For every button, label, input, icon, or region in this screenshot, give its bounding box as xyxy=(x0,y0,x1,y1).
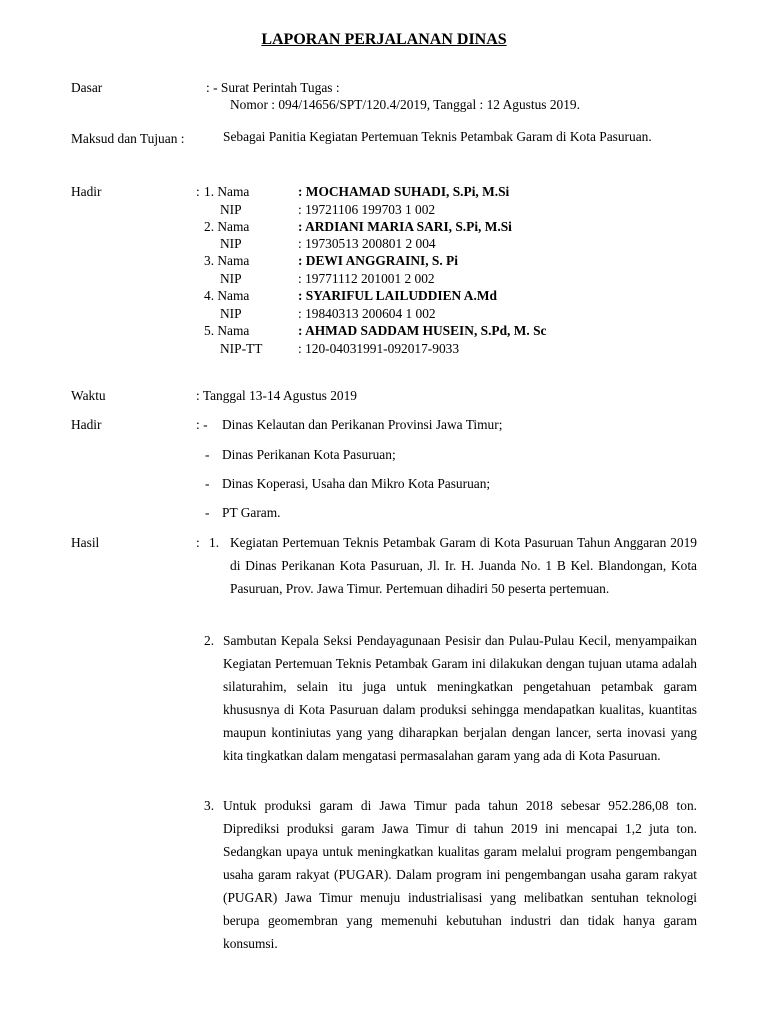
instansi-item-4: PT Garam. xyxy=(222,505,281,520)
maksud-label: Maksud dan Tujuan : xyxy=(71,131,185,146)
staff-nip-5: : 120-04031991-092017-9033 xyxy=(298,341,460,356)
hasil-label: Hasil xyxy=(71,535,100,550)
hasil-item-2: Sambutan Kepala Seksi Pendayagunaan Pesisir dan Pulau-Pulau Kecil, menyampaikan Kegiatan Pertemuan Teknis Petambak Garam ini dilakukan dengan tujuan utama adalah silaturahim, selain itu juga untuk meningkatkan pengetahuan petambak garam khususnya di Kota Pasuruan dalam produksi sehingga mendapatkan kualitas, kuantitas maupun kontiniutas yang yang diharapkan berjalan dengan lancer, serta inovasi yang kita tingkatkan dalam mengatasi permasalahan garam yang ada di Kota Pasuruan. xyxy=(223,633,697,763)
instansi-item-1: Dinas Kelautan dan Perikanan Provinsi Jawa Timur; xyxy=(222,417,503,432)
staff-nip-3: : 19771112 201001 2 002 xyxy=(298,271,435,286)
dasar-label: Dasar xyxy=(71,80,103,95)
hadir-staff-colon: : xyxy=(196,184,200,199)
staff-key-nip-2: NIP xyxy=(220,236,242,251)
staff-name-4: : SYARIFUL LAILUDDIEN A.Md xyxy=(298,288,497,303)
instansi-item-2: Dinas Perikanan Kota Pasuruan; xyxy=(222,447,396,462)
hasil-num-1: 1. xyxy=(209,535,220,550)
staff-key-niptt-5: NIP-TT xyxy=(220,341,263,356)
staff-key-3: 3. Nama xyxy=(204,253,250,268)
staff-nip-1: : 19721106 199703 1 002 xyxy=(298,202,436,217)
hadir-instansi-colon: : - xyxy=(196,417,208,432)
staff-name-1: : MOCHAMAD SUHADI, S.Pi, M.Si xyxy=(298,184,510,199)
staff-name-3: : DEWI ANGGRAINI, S. Pi xyxy=(298,253,458,268)
hasil-num-2: 2. xyxy=(204,633,215,648)
staff-key-2: 2. Nama xyxy=(204,219,250,234)
staff-key-5: 5. Nama xyxy=(204,323,250,338)
waktu-value: : Tanggal 13-14 Agustus 2019 xyxy=(196,388,357,403)
dasar-nomor: Nomor : 094/14656/SPT/120.4/2019, Tanggal : 12 Agustus 2019. xyxy=(230,97,580,112)
instansi-dash-2: - xyxy=(205,447,210,462)
staff-key-nip-3: NIP xyxy=(220,271,242,286)
dasar-surat: : - Surat Perintah Tugas : xyxy=(206,80,340,95)
maksud-text: Sebagai Panitia Kegiatan Pertemuan Teknis Petambak Garam di Kota Pasuruan. xyxy=(223,129,652,144)
instansi-dash-3: - xyxy=(205,476,210,491)
instansi-dash-4: - xyxy=(205,505,210,520)
staff-key-nip-1: NIP xyxy=(220,202,242,217)
staff-key-nip-4: NIP xyxy=(220,306,242,321)
waktu-label: Waktu xyxy=(71,388,106,403)
hadir-staff-label: Hadir xyxy=(71,184,102,199)
staff-key-4: 4. Nama xyxy=(204,288,250,303)
staff-key-1: 1. Nama xyxy=(204,184,250,199)
hasil-num-3: 3. xyxy=(204,798,215,813)
staff-nip-4: : 19840313 200604 1 002 xyxy=(298,306,436,321)
page-title: LAPORAN PERJALANAN DINAS xyxy=(261,31,507,48)
hasil-item-1: Kegiatan Pertemuan Teknis Petambak Garam di Kota Pasuruan Tahun Anggaran 2019 di Dinas Perikanan Kota Pasuruan, Jl. Ir. H. Juanda No. 1 B Kel. Blandongan, Kota Pasuruan, Prov. Jawa Timur. Pertemuan dihadiri 50 peserta pertemuan. xyxy=(230,535,697,596)
staff-name-5: : AHMAD SADDAM HUSEIN, S.Pd, M. Sc xyxy=(298,323,547,338)
instansi-item-3: Dinas Koperasi, Usaha dan Mikro Kota Pasuruan; xyxy=(222,476,491,491)
staff-nip-2: : 19730513 200801 2 004 xyxy=(298,236,436,251)
hasil-colon: : xyxy=(196,535,200,550)
hasil-item-3: Untuk produksi garam di Jawa Timur pada tahun 2018 sebesar 952.286,08 ton. Diprediksi produksi garam Jawa Timur di tahun 2019 ini mencapai 1,2 juta ton. Sedangkan upaya untuk meningkatkan kualitas garam melalui program pengembangan usaha garam rakyat (PUGAR). Dalam program ini pengembangan usaha garam rakyat (PUGAR) Jawa Timur menuju industrialisasi yang melibatkan sentuhan teknologi berupa geomembran yang memenuhi kebutuhan industri dan tidak hanya garam konsumsi. xyxy=(223,798,697,951)
hadir-instansi-label: Hadir xyxy=(71,417,102,432)
staff-name-2: : ARDIANI MARIA SARI, S.Pi, M.Si xyxy=(298,219,512,234)
